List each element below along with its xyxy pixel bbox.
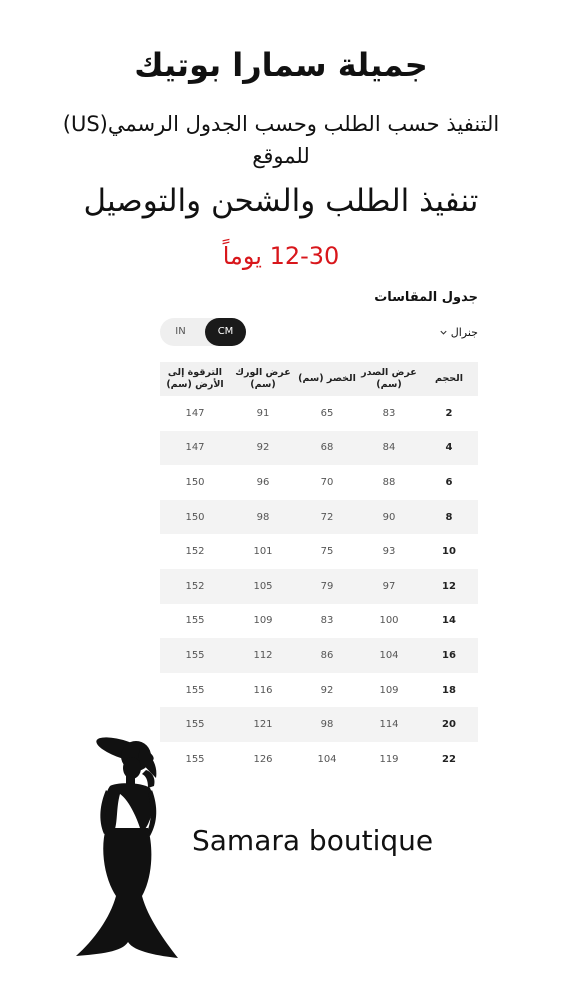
unit-in-button[interactable]: IN bbox=[175, 326, 186, 337]
cell-clavicle-to-floor: 147 bbox=[160, 431, 230, 466]
size-system-label: جنرال bbox=[450, 326, 478, 339]
unit-toggle bbox=[160, 318, 246, 346]
size-table bbox=[160, 362, 478, 777]
table-header-row bbox=[160, 362, 478, 396]
cell-waist: 92 bbox=[320, 684, 334, 696]
cell-bust: 119 bbox=[379, 753, 399, 765]
page-title: جميلة سمارا بوتيك bbox=[134, 46, 428, 84]
cell-bust: 114 bbox=[358, 707, 420, 742]
table-row bbox=[160, 673, 478, 708]
cell-size: 18 bbox=[442, 684, 456, 696]
cell-size: 22 bbox=[442, 753, 456, 765]
cell-hip: 96 bbox=[256, 476, 270, 488]
chevron-down-icon bbox=[439, 328, 448, 337]
order-policy-text: التنفيذ حسب الطلب وحسب الجدول الرسمي(US) للموقع bbox=[62, 112, 500, 168]
table-row bbox=[160, 707, 478, 742]
cell-size: 20 bbox=[420, 707, 478, 742]
cell-waist: 65 bbox=[320, 407, 334, 419]
table-row bbox=[160, 465, 478, 500]
cell-size: 2 bbox=[445, 407, 453, 419]
cell-hip: 98 bbox=[230, 500, 296, 535]
size-chart-panel bbox=[0, 290, 562, 770]
cell-hip: 116 bbox=[253, 684, 273, 696]
table-row bbox=[160, 431, 478, 466]
cell-size: 14 bbox=[442, 615, 456, 627]
cell-clavicle-to-floor: 155 bbox=[160, 638, 230, 673]
size-system-dropdown[interactable] bbox=[439, 326, 478, 339]
cell-clavicle-to-floor: 150 bbox=[185, 476, 205, 488]
cell-hip: 101 bbox=[253, 546, 273, 558]
cell-size: 16 bbox=[420, 638, 478, 673]
cell-size: 12 bbox=[420, 569, 478, 604]
table-row bbox=[160, 638, 478, 673]
cell-hip: 112 bbox=[230, 638, 296, 673]
cell-clavicle-to-floor: 147 bbox=[185, 407, 205, 419]
unit-cm-button[interactable]: CM bbox=[205, 318, 246, 346]
woman-silhouette-logo bbox=[70, 728, 180, 960]
cell-bust: 88 bbox=[382, 476, 396, 488]
cell-hip: 92 bbox=[230, 431, 296, 466]
cell-size: 10 bbox=[442, 546, 456, 558]
cell-waist: 75 bbox=[320, 546, 334, 558]
cell-clavicle-to-floor: 152 bbox=[160, 569, 230, 604]
cell-waist: 72 bbox=[296, 500, 358, 535]
cell-waist: 79 bbox=[296, 569, 358, 604]
cell-bust: 90 bbox=[358, 500, 420, 535]
brand-name: Samara boutique bbox=[192, 824, 434, 857]
table-row bbox=[160, 742, 478, 777]
cell-waist: 98 bbox=[296, 707, 358, 742]
table-row bbox=[160, 500, 478, 535]
cell-waist: 86 bbox=[296, 638, 358, 673]
column-header-clavicle-to-floor: الترقوة إلى الأرض (سم) bbox=[160, 362, 230, 396]
cell-hip: 126 bbox=[253, 753, 273, 765]
cell-hip: 121 bbox=[230, 707, 296, 742]
cell-clavicle-to-floor: 155 bbox=[185, 753, 205, 765]
cell-hip: 109 bbox=[253, 615, 273, 627]
cell-hip: 105 bbox=[230, 569, 296, 604]
table-row bbox=[160, 396, 478, 431]
cell-bust: 97 bbox=[358, 569, 420, 604]
cell-clavicle-to-floor: 150 bbox=[160, 500, 230, 535]
cell-hip: 91 bbox=[256, 407, 270, 419]
cell-waist: 70 bbox=[320, 476, 334, 488]
column-header-bust: عرض الصدر (سم) bbox=[358, 362, 420, 396]
cell-size: 8 bbox=[420, 500, 478, 535]
cell-clavicle-to-floor: 152 bbox=[185, 546, 205, 558]
cell-clavicle-to-floor: 155 bbox=[160, 707, 230, 742]
cell-clavicle-to-floor: 155 bbox=[185, 684, 205, 696]
table-row bbox=[160, 534, 478, 569]
cell-bust: 109 bbox=[379, 684, 399, 696]
table-row bbox=[160, 569, 478, 604]
size-chart-title: جدول المقاسات bbox=[374, 290, 478, 305]
cell-clavicle-to-floor: 155 bbox=[185, 615, 205, 627]
table-row bbox=[160, 604, 478, 639]
delivery-duration: 12-30 يوماً bbox=[222, 242, 340, 270]
cell-bust: 83 bbox=[382, 407, 396, 419]
cell-bust: 100 bbox=[379, 615, 399, 627]
cell-bust: 93 bbox=[382, 546, 396, 558]
cell-waist: 68 bbox=[296, 431, 358, 466]
column-header-size: الحجم bbox=[420, 362, 478, 396]
shipping-headline: تنفيذ الطلب والشحن والتوصيل bbox=[83, 183, 479, 219]
cell-bust: 104 bbox=[358, 638, 420, 673]
cell-size: 6 bbox=[445, 476, 453, 488]
cell-size: 4 bbox=[420, 431, 478, 466]
cell-bust: 84 bbox=[358, 431, 420, 466]
column-header-waist: الخصر (سم) bbox=[296, 362, 358, 396]
column-header-hip: عرض الورك (سم) bbox=[230, 362, 296, 396]
cell-waist: 104 bbox=[317, 753, 337, 765]
cell-waist: 83 bbox=[320, 615, 334, 627]
